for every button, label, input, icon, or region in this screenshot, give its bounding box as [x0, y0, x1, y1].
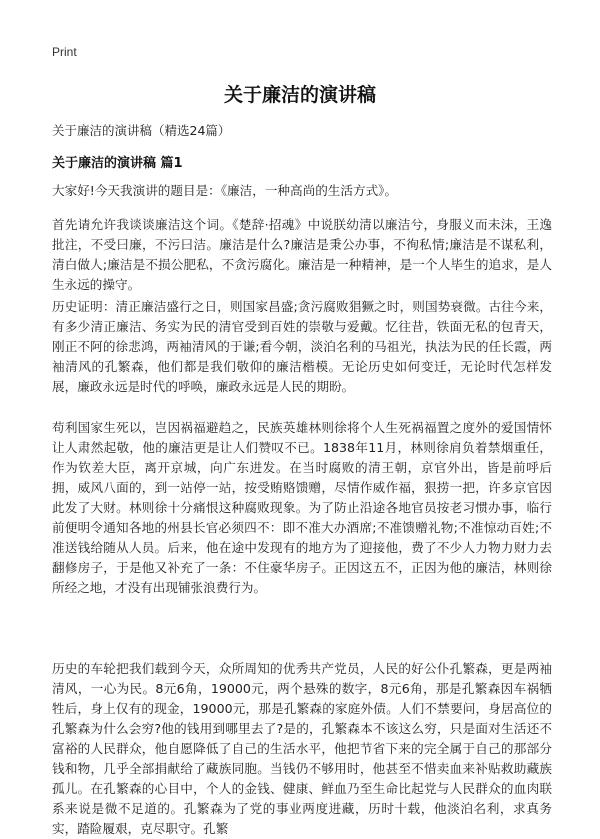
document-subtitle: 关于廉洁的演讲稿（精选24篇） [52, 123, 231, 138]
section-heading: 关于廉洁的演讲稿 篇1 [52, 156, 183, 171]
paragraph-greeting: 大家好!今天我演讲的题目是：《廉洁，一种高尚的生活方式》。 [52, 183, 398, 198]
page-title: 关于廉洁的演讲稿 [223, 84, 376, 106]
paragraph-kong-fansen: 历史的车轮把我们载到今天，众所周知的优秀共产党员，人民的好公仆孔繁森，更是两袖清风，一心为民。8元6角，19000元，两个悬殊的数字，8元6角，那是孔繁森因车祸牺牲后，身上仅有的现金，19000元，那是孔繁森的家庭外债。人们不禁要问，身居高位的孔繁森为什么会穷?他的钱用到哪里去了?是的，孔繁森本不该这么穷，只是面对生活还不富裕的人民群众，他自愿降低了自己的生活水平，他把节省下来的完全属于自己的那部分钱和物，几乎全部捐献给了藏族同胞。当钱仍不够用时，他甚至不惜卖血来补贴救助藏族孤儿。在孔繁森的心目中，个人的金钱、健康、鲜血乃至生命比起党与人民群众的血肉联系来说是微不足道的。孔繁森为了党的事业两度进藏，历时十载，他淡泊名利，求真务实，踏险履艰，克尽职守。孔繁 [52, 661, 552, 836]
paragraph-history: 历史证明：清正廉洁盛行之日，则国家昌盛;贪污腐败猖獗之时，则国势衰微。古往今来，有多少清正廉洁、务实为民的清官受到百姓的崇敬与爱戴。忆往昔，铁面无私的包青天，刚正不阿的徐悲鸿，两袖清风的于谦;看今朝，淡泊名利的马祖光，执法为民的任长霞，两袖清风的孔繁森，他们都是我们敬仰的廉洁楷模。无论历史如何变迁，无论时代怎样发展，廉政永远是时代的呼唤，廉政永远是人民的期盼。 [52, 299, 552, 394]
print-link[interactable]: Print [52, 45, 77, 59]
paragraph-lin-zexu: 苟利国家生死以，岂因祸福避趋之，民族英雄林则徐将个人生死祸福置之度外的爱国情怀让人肃然起敬，他的廉洁更是让人们赞叹不已。1838年11月，林则徐肩负着禁烟重任，作为钦差大臣，离开京城，向广东进发。在当时腐败的清王朝，京官外出，皆是前呼后拥，威风八面的，到一站停一站，按受贿赂馈赠，尽情作威作福，狠捞一把，许多京官因此发了大财。林则徐十分痛恨这种腐败现象。为了防止沿途各地官员按老习惯办事，临行前便明令通知各地的州县长官必须四不：即不准大办酒席;不准馈赠礼物;不准惊动百姓;不准送钱给随从人员。后来，他在途中发现有的地方为了迎接他，费了不少人力物力财力去翻修房子，于是他又补充了一条：不住豪华房子。正因这五不，正因为他的廉洁，林则徐所经之地，才没有出现铺张浪费行为。 [52, 420, 552, 595]
paragraph-definition: 首先请允许我谈谈廉洁这个词。《楚辞·招魂》中说朕幼清以廉洁兮，身服义而未沬，王逸批注，不受曰廉，不污曰洁。廉洁是什么?廉洁是秉公办事，不徇私情;廉洁是不谋私利，清白做人;廉洁是不损公肥私，不贪污腐化。廉洁是一种精神，是一个人毕生的追求，是人生永远的操守。 [52, 217, 552, 292]
